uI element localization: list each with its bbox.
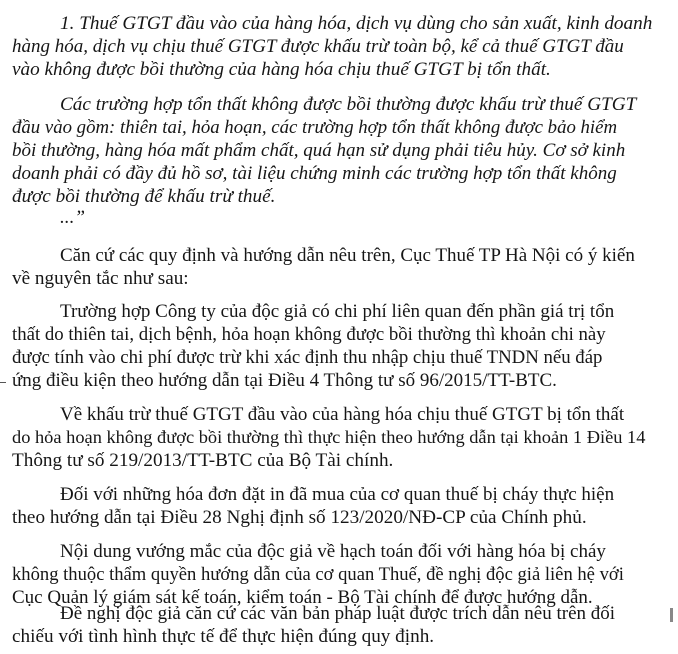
text-line: Thông tư số 219/2013/TT-BTC của Bộ Tài chính.: [12, 450, 394, 471]
text-line: thất do thiên tai, dịch bệnh, hỏa hoạn không được bồi thường thì khoản chi này: [12, 324, 606, 345]
text-line: Cục Quản lý giám sát kế toán, kiểm toán - Bộ Tài chính để được hướng dẫn.: [12, 587, 593, 608]
text-line: đầu vào gồm: thiên tai, hỏa hoạn, các trường hợp tổn thất không được bảo hiểm: [12, 117, 618, 138]
text-line: Trường hợp Công ty của độc giả có chi phí liên quan đến phần giá trị tổn: [60, 301, 615, 322]
text-line: chiếu với tình hình thực tế để thực hiện đúng quy định.: [12, 626, 435, 647]
text-line: được bồi thường để khấu trừ thuế.: [12, 186, 276, 207]
text-line: Các trường hợp tổn thất không được bồi thường được khấu trừ thuế GTGT: [60, 94, 637, 115]
text-line: bồi thường, hàng hóa mất phẩm chất, quá hạn sử dụng phải tiêu hủy. Cơ sở kinh: [12, 140, 626, 161]
text-line: được tính vào chi phí được trừ khi xác định thu nhập chịu thuế TNDN nếu đáp: [12, 347, 603, 368]
text-line: Căn cứ các quy định và hướng dẫn nêu trên, Cục Thuế TP Hà Nội có ý kiến: [60, 245, 635, 266]
scan-artifact: [670, 608, 673, 622]
text-line: doanh phải có đầy đủ hồ sơ, tài liệu chứng minh các trường hợp tổn thất không: [12, 163, 617, 184]
text-line: hàng hóa, dịch vụ chịu thuế GTGT được khấu trừ toàn bộ, kể cả thuế GTGT đầu: [12, 36, 624, 57]
text-line: ứng điều kiện theo hướng dẫn tại Điều 4 Thông tư số 96/2015/TT-BTC.: [12, 370, 557, 391]
text-line: 1. Thuế GTGT đầu vào của hàng hóa, dịch vụ dùng cho sản xuất, kinh doanh: [60, 13, 653, 34]
text-line: Về khấu trừ thuế GTGT đầu vào của hàng hóa chịu thuế GTGT bị tổn thất: [60, 404, 625, 425]
text-line: do hỏa hoạn không được bồi thường thì thực hiện theo hướng dẫn tại khoản 1 Điều 14: [12, 427, 646, 447]
text-line: Nội dung vướng mắc của độc giả về hạch toán đối với hàng hóa bị cháy: [60, 541, 606, 562]
scan-artifact: [0, 382, 6, 383]
text-line: theo hướng dẫn tại Điều 28 Nghị định số 123/2020/NĐ-CP của Chính phủ.: [12, 507, 587, 528]
quote-end: ...”: [60, 207, 86, 228]
text-line: không thuộc thẩm quyền hướng dẫn của cơ quan Thuế, đề nghị độc giả liên hệ với: [12, 564, 624, 585]
text-line: Đối với những hóa đơn đặt in đã mua của cơ quan thuế bị cháy thực hiện: [60, 484, 615, 505]
text-line: vào không được bồi thường của hàng hóa chịu thuế GTGT bị tổn thất.: [12, 59, 551, 80]
text-line: về nguyên tắc như sau:: [12, 268, 189, 289]
text-line: Đề nghị độc giả căn cứ các văn bản pháp luật được trích dẫn nêu trên đối: [60, 603, 616, 624]
